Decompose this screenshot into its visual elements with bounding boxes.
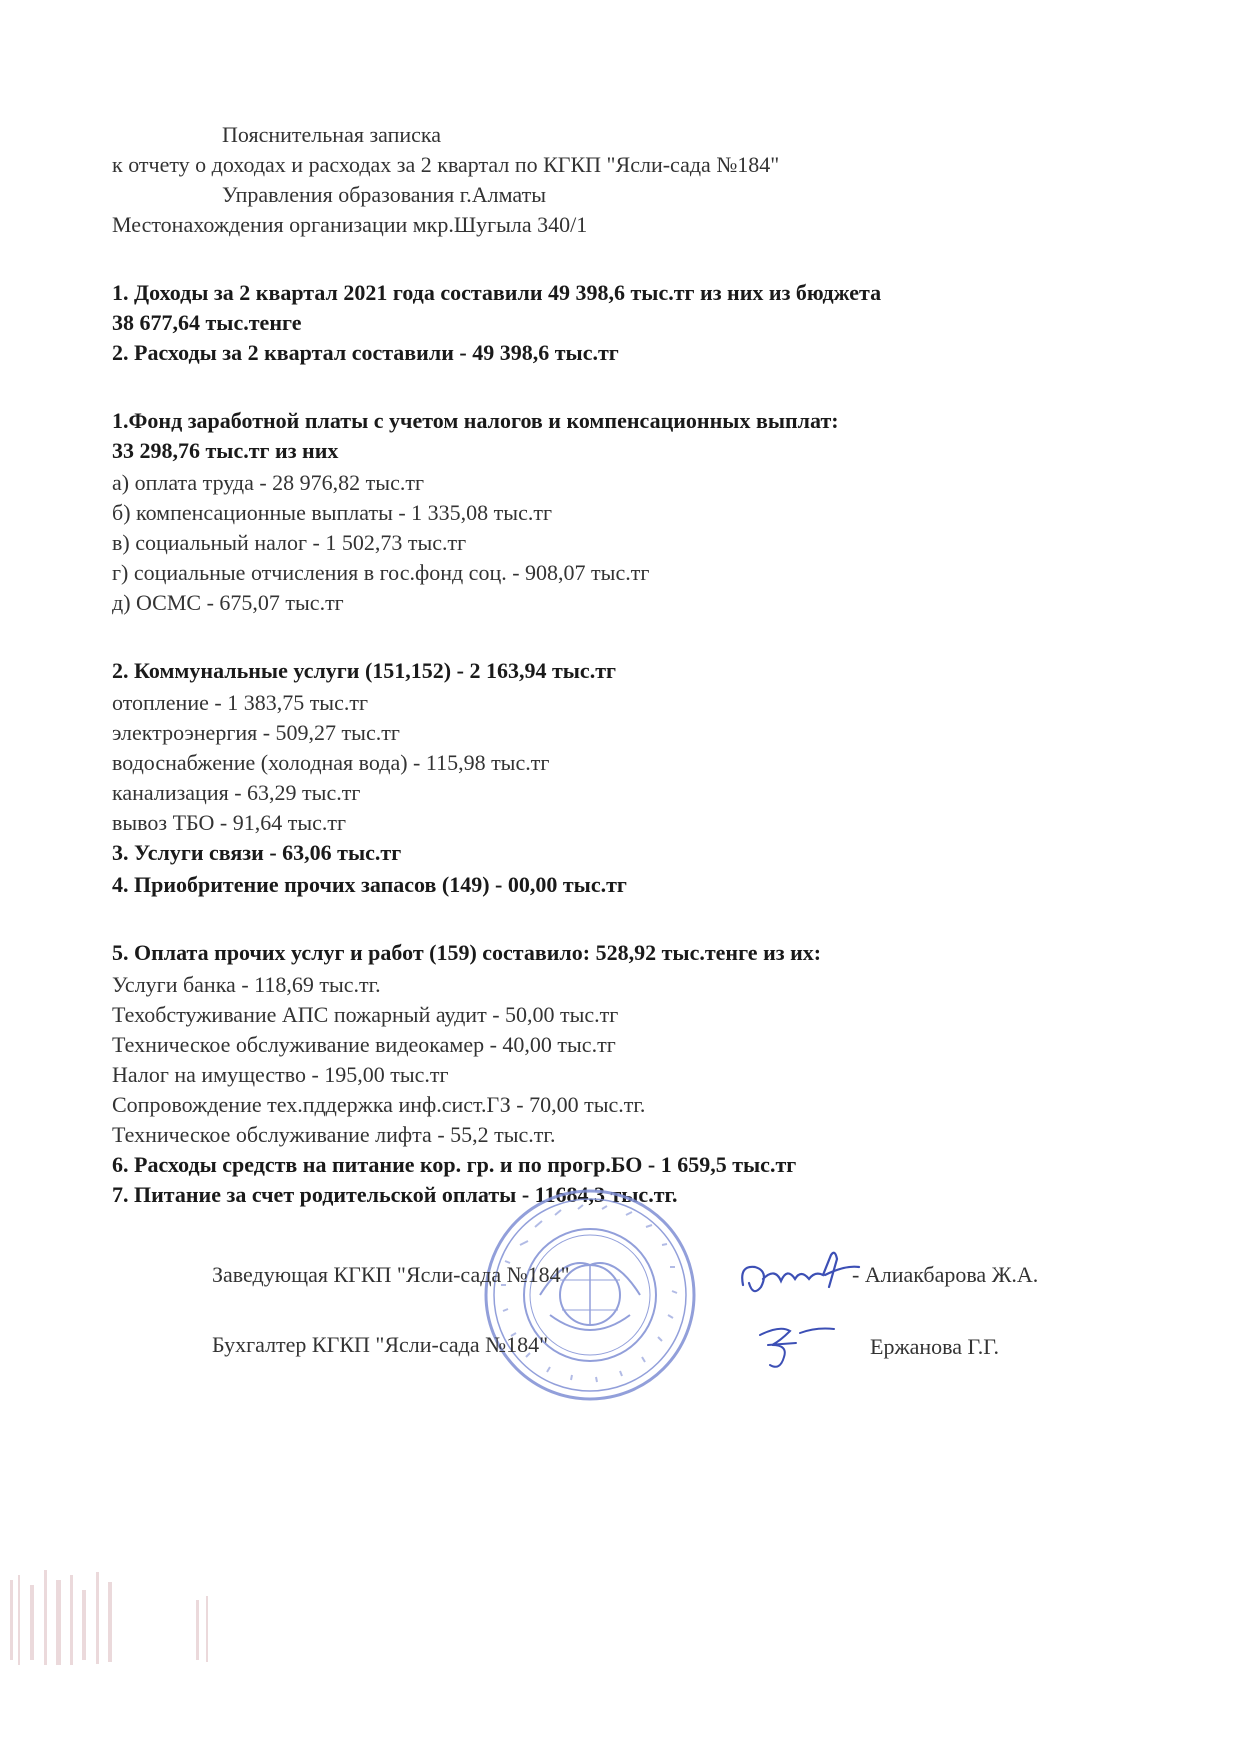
income-line: 1. Доходы за 2 квартал 2021 года составили 49 398,6 тыс.тг из них из бюджета xyxy=(112,280,882,305)
service-item: Техническое обслуживание видеокамер - 40,00 тыс.тг xyxy=(112,1032,616,1057)
accountant-name: Ержанова Г.Г. xyxy=(870,1334,1000,1359)
service-item: Сопровождение тех.пддержка инф.сист.ГЗ - 70,00 тыс.тг. xyxy=(112,1092,646,1117)
payroll-item: в) социальный налог - 1 502,73 тыс.тг xyxy=(112,530,467,555)
payroll-item: д) ОСМС - 675,07 тыс.тг xyxy=(112,590,344,615)
service-item: Услуги банка - 118,69 тыс.тг. xyxy=(112,972,381,997)
accountant-label: Бухгалтер КГКП "Ясли-сада №184" xyxy=(212,1332,549,1357)
communication-line: 3. Услуги связи - 63,06 тыс.тг xyxy=(112,840,402,865)
utilities-item: электроэнергия - 509,27 тыс.тг xyxy=(112,720,400,745)
service-item: Налог на имущество - 195,00 тыс.тг xyxy=(112,1062,449,1087)
head-label: Заведующая КГКП "Ясли-сада №184" xyxy=(212,1262,570,1287)
utilities-item: канализация - 63,29 тыс.тг xyxy=(112,780,361,805)
payroll-total: 33 298,76 тыс.тг из них xyxy=(112,438,339,463)
supplies-line: 4. Приобритение прочих запасов (149) - 00,00 тыс.тг xyxy=(112,872,627,897)
payroll-item: а) оплата труда - 28 976,82 тыс.тг xyxy=(112,470,424,495)
service-item: Техническое обслуживание лифта - 55,2 тыс.тг. xyxy=(112,1122,556,1147)
payroll-item: г) социальные отчисления в гос.фонд соц. - 908,07 тыс.тг xyxy=(112,560,650,585)
food-budget-line: 6. Расходы средств на питание кор. гр. и по прогр.БО - 1 659,5 тыс.тг xyxy=(112,1152,797,1177)
payroll-item: б) компенсационные выплаты - 1 335,08 тыс.тг xyxy=(112,500,552,525)
head-name: - Алиакбарова Ж.А. xyxy=(852,1262,1039,1287)
seal-stamp-icon xyxy=(480,1185,700,1405)
utilities-title: 2. Коммунальные услуги (151,152) - 2 163,94 тыс.тг xyxy=(112,658,616,683)
head-signature-icon xyxy=(735,1245,865,1305)
doc-location: Местонахождения организации мкр.Шугыла 340/1 xyxy=(112,212,588,237)
other-services-title: 5. Оплата прочих услуг и работ (159) составило: 528,92 тыс.тенге из их: xyxy=(112,940,822,965)
doc-title: Пояснительная записка xyxy=(222,122,442,147)
expenses-line: 2. Расходы за 2 квартал составили - 49 398,6 тыс.тг xyxy=(112,340,619,365)
doc-subtitle: к отчету о доходах и расходах за 2 квартал по КГКП "Ясли-сада №184" xyxy=(112,152,780,177)
utilities-item: вывоз ТБО - 91,64 тыс.тг xyxy=(112,810,347,835)
accountant-signature-icon xyxy=(750,1315,840,1375)
income-budget-line: 38 677,64 тыс.тенге xyxy=(112,310,302,335)
payroll-title: 1.Фонд заработной платы с учетом налогов и компенсационных выплат: xyxy=(112,408,839,433)
utilities-item: отопление - 1 383,75 тыс.тг xyxy=(112,690,368,715)
utilities-item: водоснабжение (холодная вода) - 115,98 тыс.тг xyxy=(112,750,550,775)
doc-department: Управления образования г.Алматы xyxy=(222,182,547,207)
food-parents-line: 7. Питание за счет родительской оплаты - 11684,3 тыс.тг. xyxy=(112,1182,678,1207)
scan-artifact-icon xyxy=(0,1560,230,1680)
service-item: Техобстуживание АПС пожарный аудит - 50,00 тыс.тг xyxy=(112,1002,619,1027)
